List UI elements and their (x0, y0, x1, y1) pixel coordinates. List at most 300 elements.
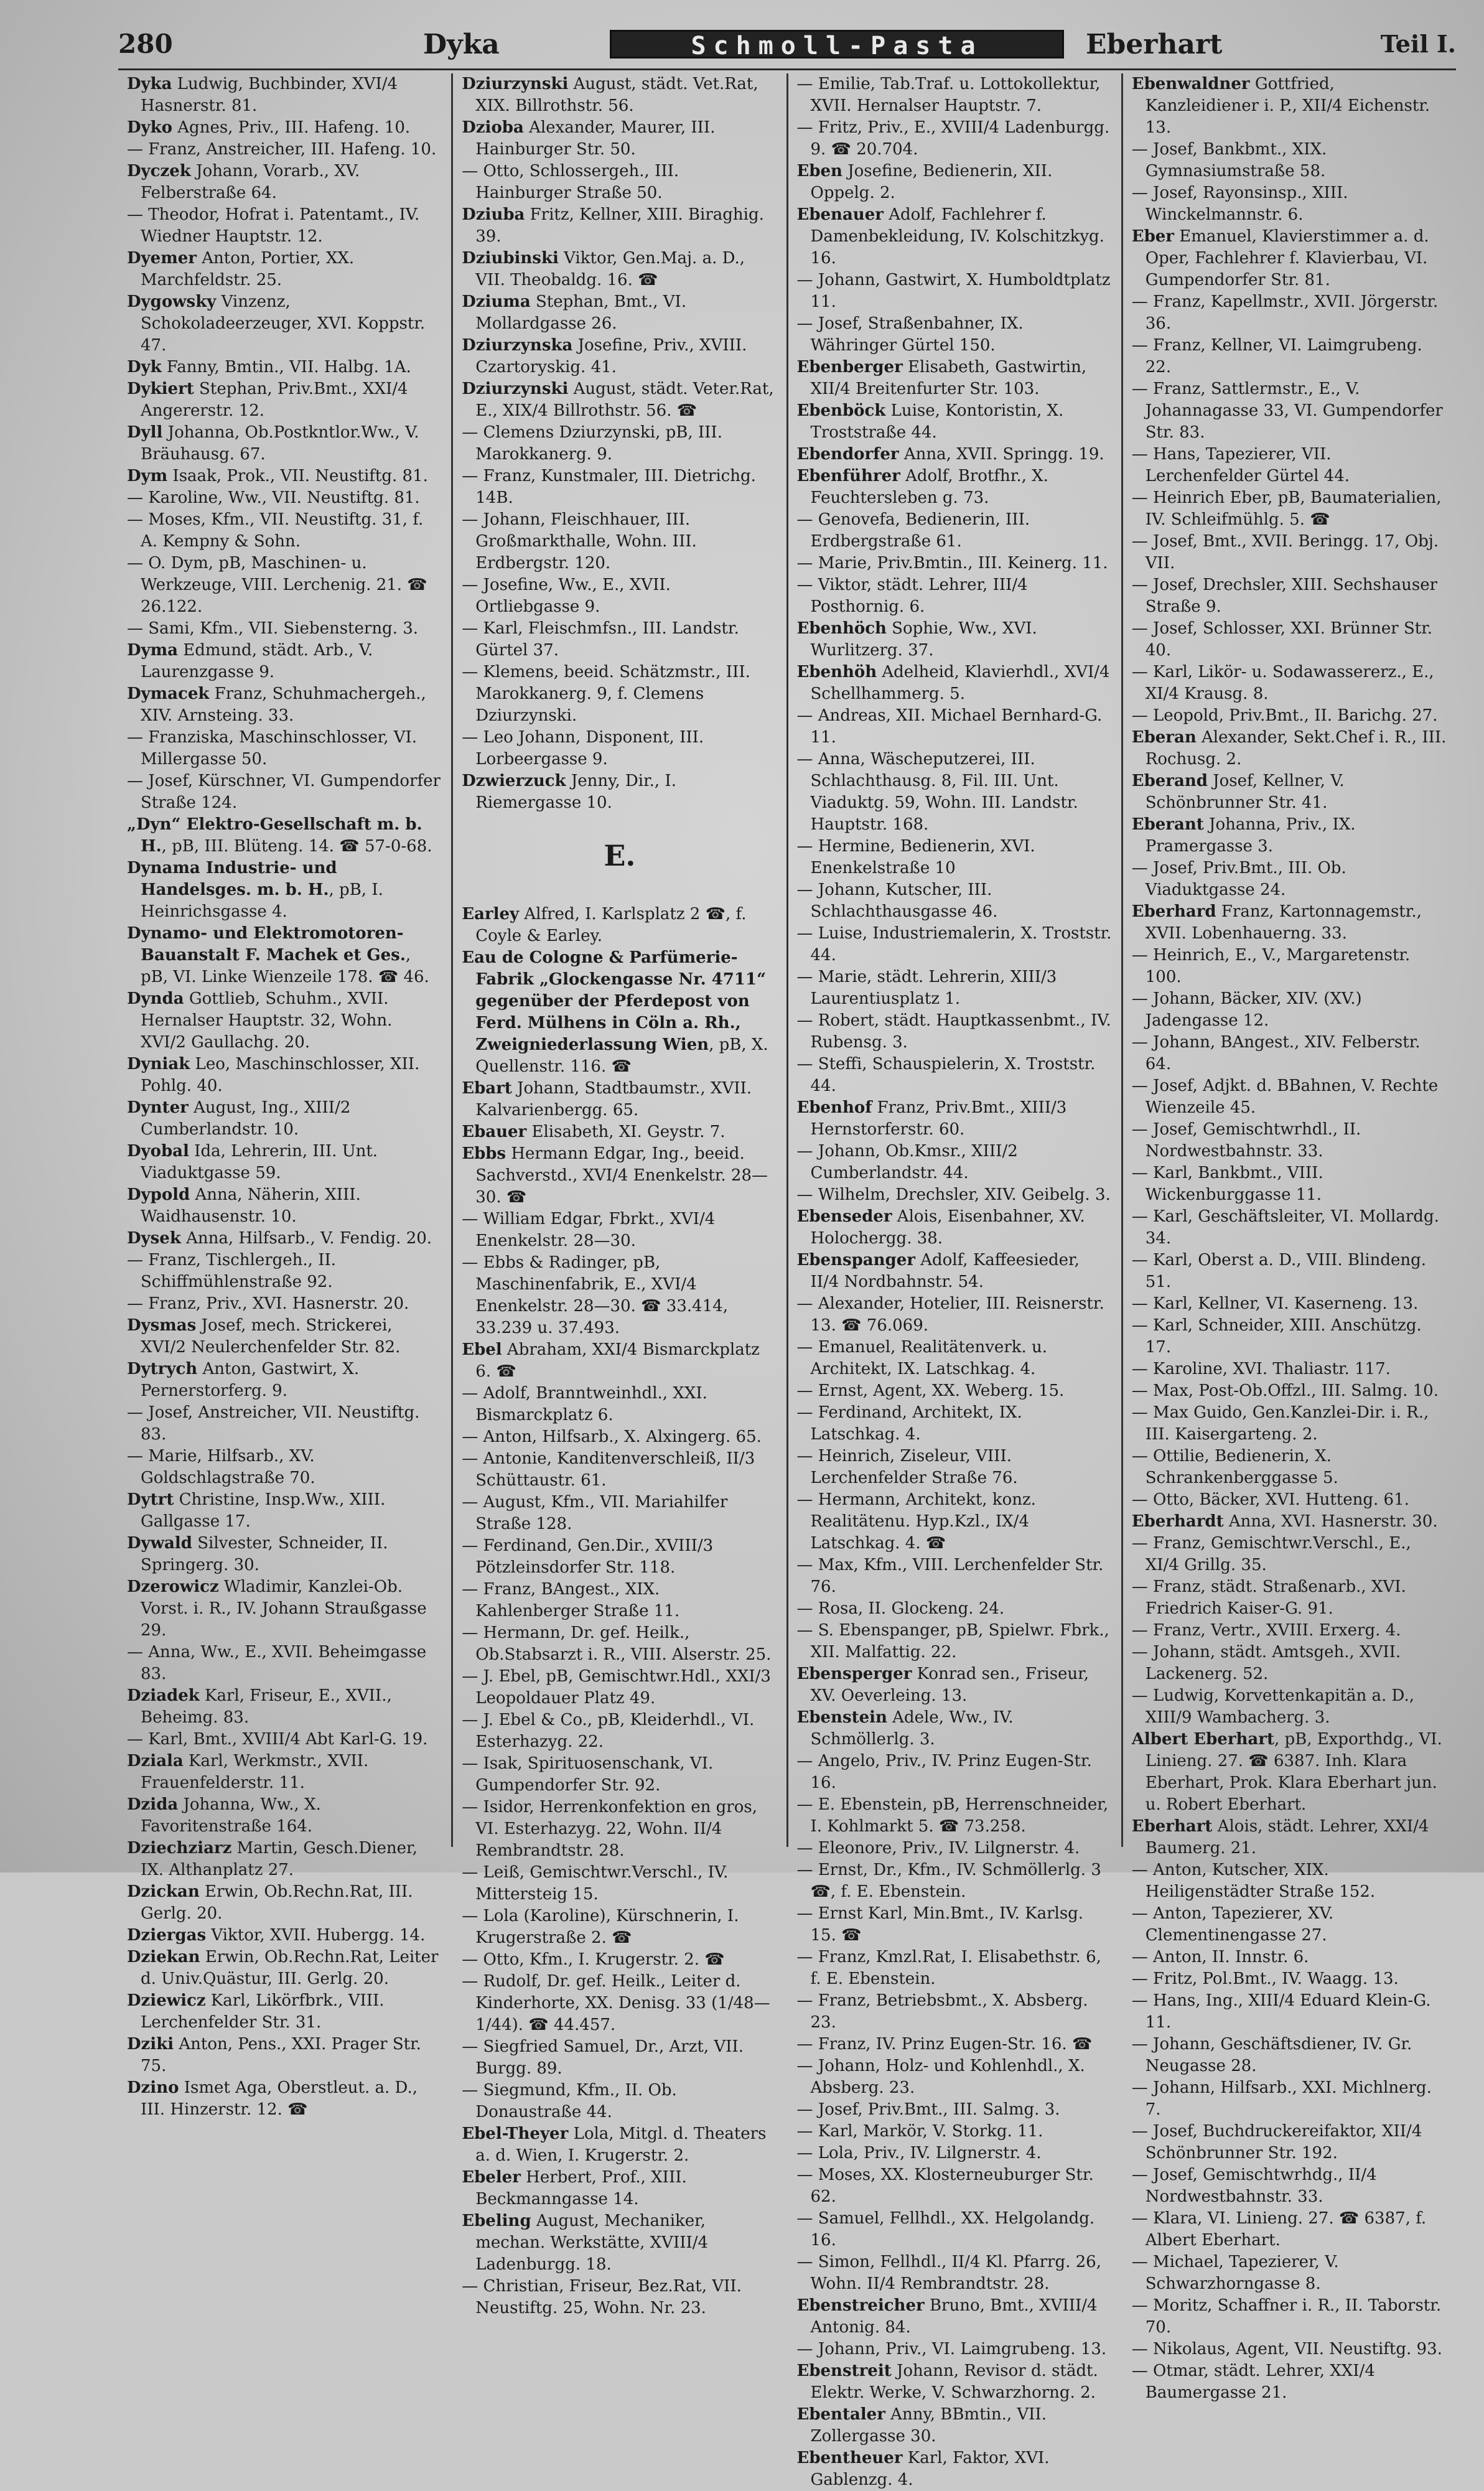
entry-details: — Siegfried Samuel, Dr., Arzt, VII. Burgg. 89. (462, 2037, 744, 2078)
entry-details: Johann, Stadtbaumstr., XVII. Kalvarienbergg. 65. (475, 1079, 752, 1119)
entry-details: Josef, mech. Strickerei, XVI/2 Neulerchenfelder Str. 82. (141, 1316, 401, 1357)
directory-entry (797, 204, 1113, 269)
directory-entry (127, 291, 442, 357)
entry-details: — Moritz, Schaffner i. R., II. Taborstr. 70. (1131, 2296, 1442, 2337)
running-head-right: Eberhart (1086, 29, 1223, 60)
entry-details: — Josef, Anstreicher, VII. Neustiftg. 83. (127, 1403, 420, 1444)
entry-details: — Franz, Kellner, VI. Laimgrubeng. 22. (1131, 336, 1422, 376)
entry-surname: Dyemer (127, 249, 197, 268)
entry-details: — Genovefa, Bedienerin, III. Erdbergstraße 61. (796, 510, 1030, 551)
entry-details: — Clemens Dziurzynski, pB, III. Marokkanerg. 9. (462, 423, 722, 464)
entry-details: — Emilie, Tab.Traf. u. Lottokollektur, XVII. Hernalser Hauptstr. 7. (796, 75, 1101, 115)
entry-surname: Ebeling (462, 2212, 531, 2230)
entry-details: — Anton, II. Innstr. 6. (1131, 1948, 1309, 1966)
entry-details: — Otmar, städt. Lehrer, XXI/4 Baumergasse 21. (1131, 2362, 1375, 2402)
entry-surname: Eber (1131, 227, 1174, 246)
entry-details: — Steffi, Schauspielerin, X. Troststr. 44. (796, 1055, 1096, 1095)
volume-label: Teil I. (1380, 30, 1456, 58)
entry-surname: Dypold (127, 1185, 190, 1204)
entry-details: — Klara, VI. Linieng. 27. ☎ 6387, f. Albert Eberhart. (1131, 2209, 1427, 2250)
directory-entry (797, 1554, 1113, 1598)
entry-details: — Ernst Karl, Min.Bmt., IV. Karlsg. 15. ☎ (796, 1904, 1084, 1945)
directory-entry (1132, 858, 1447, 901)
directory-entry (797, 444, 1113, 465)
entry-details: Gottlieb, Schuhm., XVII. Hernalser Hauptstr. 32, Wohn. XVI/2 Gaullachg. 20. (141, 989, 393, 1052)
directory-entry (127, 988, 442, 1054)
directory-entry (797, 1250, 1113, 1293)
directory-entry (797, 313, 1113, 357)
entry-details: Isaak, Prok., VII. Neustiftg. 81. (167, 467, 428, 485)
entry-surname: Dziurzynski (462, 75, 569, 93)
directory-entry (1132, 2339, 1447, 2360)
entry-details: Ludwig, Buchbinder, XVI/4 Hasnerstr. 81. (141, 75, 398, 115)
entry-surname: Eberhardt (1131, 1512, 1224, 1531)
entry-details: Karl, Werkmstr., XVII. Frauenfelderstr. 11. (141, 1752, 369, 1792)
entry-details: Alexander, Maurer, III. Hainburger Str. 50. (475, 118, 716, 159)
directory-entry (127, 422, 442, 465)
entry-details: — Klemens, beeid. Schätzmstr., III. Marokkanerg. 9, f. Clemens Dziurzynski. (462, 663, 750, 725)
directory-entry (462, 1971, 777, 2036)
directory-entry (797, 269, 1113, 313)
entry-surname: Dyll (127, 423, 163, 442)
entry-details: — Ernst, Dr., Kfm., IV. Schmöllerlg. 3 ☎, f. E. Ebenstein. (796, 1861, 1101, 1901)
directory-entry (127, 1685, 442, 1729)
entry-surname: Earley (462, 905, 520, 923)
entry-details: — Johann, Holz- und Kohlenhdl., X. Absberg. 23. (796, 2057, 1085, 2097)
directory-entry (1132, 2295, 1447, 2339)
entry-details: Edmund, städt. Arb., V. Laurenzgasse 9. (141, 641, 373, 681)
directory-entry (462, 574, 777, 618)
entry-details: — Josef, Adjkt. d. BBahnen, V. Rechte Wienzeile 45. (1131, 1077, 1439, 1117)
entry-surname: Dziergas (127, 1926, 207, 1945)
entry-surname: Ebeler (462, 2168, 521, 2187)
entry-details: — Christian, Friseur, Bez.Rat, VII. Neustiftg. 25, Wohn. Nr. 23. (462, 2277, 742, 2317)
directory-entry (797, 749, 1113, 836)
directory-entry (127, 770, 442, 814)
directory-entry (1132, 1968, 1447, 1990)
entry-surname: Ebenseder (796, 1207, 892, 1226)
entry-surname: Dzida (127, 1795, 179, 1814)
directory-entry (797, 1707, 1113, 1750)
directory-entry (462, 291, 777, 335)
directory-entry (127, 1184, 442, 1228)
directory-entry (797, 2295, 1113, 2339)
directory-entry (462, 117, 777, 161)
directory-entry (797, 2208, 1113, 2251)
directory-entry (462, 2123, 777, 2167)
entry-details: — Simon, Fellhdl., II/4 Kl. Pfarrg. 26, Wohn. II/4 Rembrandtstr. 28. (796, 2253, 1101, 2293)
entry-details: — Fritz, Pol.Bmt., IV. Waagg. 13. (1131, 1970, 1399, 1988)
entry-details: , pB, III. Blüteng. 14. ☎ 57-0-68. (161, 837, 432, 856)
directory-entry (1132, 1685, 1447, 1729)
entry-surname: Dzerowicz (127, 1577, 219, 1596)
entry-details: — Karl, Likör- u. Sodawassererz., E., XI/4 Krausg. 8. (1131, 663, 1434, 703)
entry-surname: Ebenstein (796, 1708, 887, 1727)
entry-surname: Dziubinski (462, 249, 559, 268)
directory-entry (127, 139, 442, 161)
entry-details: Anton, Pens., XXI. Prager Str. 75. (141, 2035, 421, 2075)
directory-entry (127, 683, 442, 727)
entry-details: — Leiß, Gemischtwr.Verschl., IV. Mittersteig 15. (462, 1863, 729, 1904)
entry-details: — Josefine, Ww., E., XVII. Ortliebgasse 9. (462, 576, 671, 616)
directory-entry (462, 1709, 777, 1753)
directory-entry (797, 1598, 1113, 1620)
directory-entry (797, 1337, 1113, 1380)
directory-entry (1132, 1293, 1447, 1315)
entry-details: — Anna, Ww., E., XVII. Beheimgasse 83. (127, 1643, 427, 1683)
directory-entry (1132, 2208, 1447, 2251)
directory-entry (1132, 1859, 1447, 1903)
directory-entry (1132, 2077, 1447, 2121)
entry-surname: Dyczek (127, 162, 191, 180)
directory-entry (797, 1489, 1113, 1554)
column-4 (1123, 73, 1456, 2402)
directory-entry (797, 574, 1113, 618)
directory-entry (127, 487, 442, 509)
entry-details: — Franz, Gemischtwr.Verschl., E., XI/4 Grillg. 35. (1131, 1534, 1411, 1574)
entry-details: Bruno, Bmt., XVIII/4 Antonig. 84. (810, 2296, 1098, 2337)
directory-entry (127, 858, 442, 923)
entry-details: — Marie, Hilfsarb., XV. Goldschlagstraße 70. (127, 1447, 315, 1487)
entry-details: Adolf, Fachlehrer f. Damenbekleidung, IV. Kolschitzkyg. 16. (810, 205, 1104, 268)
directory-entry (1132, 1315, 1447, 1358)
entry-details: — O. Dym, pB, Maschinen- u. Werkzeuge, VIII. Lerchenig. 21. ☎ 26.122. (127, 554, 427, 616)
entry-surname: Dziekan (127, 1948, 200, 1966)
entry-details: Silvester, Schneider, II. Springerg. 30. (141, 1534, 388, 1574)
directory-entry (462, 1339, 777, 1383)
entry-details: — Franz, Tischlergeh., II. Schiffmühlenstraße 92. (127, 1251, 337, 1291)
directory-entry (1132, 2164, 1447, 2208)
entry-surname: Dziurzynski (462, 380, 569, 398)
entry-surname: Dziki (127, 2035, 174, 2054)
directory-entry (127, 2034, 442, 2077)
directory-entry (462, 2210, 777, 2276)
entry-details: Anna, Näherin, XIII. Waidhausenstr. 10. (141, 1185, 361, 1226)
entry-details: Leo, Maschinschlosser, XII. Pohlg. 40. (141, 1055, 420, 1095)
directory-entry (1132, 139, 1447, 182)
entry-details: Alexander, Sekt.Chef i. R., III. Rochusg. 2. (1145, 728, 1447, 769)
entry-details: — Andreas, XII. Michael Bernhard-G. 11. (796, 706, 1103, 747)
directory-entry (462, 1797, 777, 1862)
directory-entry (127, 1293, 442, 1315)
entry-details: — Moses, Kfm., VII. Neustiftg. 31, f. A. Kempny & Sohn. (127, 510, 424, 551)
directory-entry (462, 1492, 777, 1535)
entry-surname: Ebenhof (796, 1098, 872, 1117)
directory-entry (462, 1426, 777, 1448)
entry-surname: Eberan (1131, 728, 1197, 747)
directory-entry (462, 1078, 777, 1121)
directory-entry (127, 357, 442, 378)
directory-entry (1132, 291, 1447, 335)
directory-entry (127, 2077, 442, 2121)
entry-details: — Franz, städt. Straßenarb., XVI. Friedrich Kaiser-G. 91. (1131, 1577, 1406, 1618)
entry-surname: Ebbs (462, 1144, 506, 1163)
directory-entry (797, 553, 1113, 574)
entry-details: — Heinrich Eber, pB, Baumaterialien, IV. Schleifmühlg. 5. ☎ (1131, 488, 1442, 529)
entry-details: Ismet Aga, Oberstleut. a. D., III. Hinzerstr. 12. ☎ (141, 2078, 418, 2119)
entry-details: — Max Guido, Gen.Kanzlei-Dir. i. R., III. Kaisergarteng. 2. (1131, 1403, 1429, 1444)
entry-details: — Heinrich, E., V., Margaretenstr. 100. (1131, 946, 1411, 986)
entry-details: — Hermann, Architekt, konz. Realitätenu. Hyp.Kzl., IX/4 Latschkag. 4. ☎ (796, 1490, 1036, 1553)
directory-entry (797, 1054, 1113, 1097)
entry-surname: Ebenauer (796, 205, 884, 224)
directory-entry (127, 465, 442, 487)
page-header (118, 25, 1456, 70)
entry-surname: Dziechziarz (127, 1839, 232, 1858)
directory-entry (127, 1576, 442, 1642)
directory-entry (462, 1383, 777, 1426)
entry-details: — Josef, Priv.Bmt., III. Salmg. 3. (796, 2100, 1060, 2119)
directory-entry (127, 1250, 442, 1293)
directory-entry (462, 904, 777, 947)
entry-details: Erwin, Ob.Rechn.Rat, Leiter d. Univ.Quästur, III. Gerlg. 20. (141, 1948, 439, 1988)
directory-entry (1132, 661, 1447, 705)
entry-details: — Isak, Spirituosenschank, VI. Gumpendorfer Str. 92. (462, 1754, 714, 1795)
directory-entry (797, 2447, 1113, 2491)
directory-entry (797, 1293, 1113, 1337)
entry-details: — Franz, Priv., XVI. Hasnerstr. 20. (127, 1294, 409, 1313)
entry-details: — Anton, Tapezierer, XV. Clementinengasse 27. (1131, 1904, 1334, 1945)
entry-details: — Otto, Schlossergeh., III. Hainburger Straße 50. (462, 162, 679, 202)
entry-surname: Ebenstreicher (796, 2296, 925, 2315)
entry-details: — Angelo, Priv., IV. Prinz Eugen-Str. 16. (796, 1752, 1092, 1792)
entry-surname: Ebel (462, 1340, 502, 1359)
directory-entry (1132, 1947, 1447, 1968)
entry-details: — J. Ebel & Co., pB, Kleiderhdl., VI. Esterhazyg. 22. (462, 1711, 755, 1751)
entry-details: — Johann, städt. Amtsgeh., XVII. Lackenerg. 52. (1131, 1643, 1401, 1683)
entry-details: — Moses, XX. Klosterneuburger Str. 62. (796, 2166, 1094, 2206)
entry-details: Karl, Faktor, XVI. Gablenzg. 4. (810, 2449, 1050, 2489)
entry-details: Johanna, Priv., IX. Pramergasse 3. (1145, 815, 1356, 856)
entry-details: — Josef, Kürschner, VI. Gumpendorfer Straße 124. (127, 772, 441, 812)
directory-entry (127, 117, 442, 139)
directory-entry (127, 727, 442, 770)
entry-surname: Ebenböck (796, 401, 886, 420)
entry-details: Stephan, Bmt., VI. Mollardgasse 26. (475, 292, 687, 333)
directory-entry (462, 1121, 777, 1143)
directory-entry (462, 2036, 777, 2080)
directory-entry (797, 1947, 1113, 1990)
directory-entry (127, 1990, 442, 2034)
entry-surname: Ebenhöh (796, 663, 877, 681)
entry-surname: „Dyn“ Elektro-Gesellschaft m. b. H. (127, 815, 422, 856)
directory-entry (1132, 226, 1447, 291)
entry-details: — Franz, Kunstmaler, III. Dietrichg. 14B. (462, 467, 756, 507)
directory-entry (797, 1990, 1113, 2034)
directory-entry (797, 2055, 1113, 2099)
directory-entry (127, 1533, 442, 1576)
entry-details: Johann, Vorarb., XV. Felberstraße 64. (141, 162, 360, 202)
entry-details: — Josef, Bmt., XVII. Beringg. 17, Obj. VII. (1131, 532, 1439, 573)
entry-surname: Ebenhöch (796, 619, 887, 638)
entry-details: — Emanuel, Realitätenverk. u. Architekt, IX. Latschkag. 4. (796, 1338, 1048, 1378)
entry-surname: Dynama Industrie- und Handelsges. m. b. H. (127, 859, 337, 899)
entry-details: August, Ing., XIII/2 Cumberlandstr. 10. (141, 1098, 351, 1139)
directory-entry (1132, 770, 1447, 814)
directory-entry (797, 2164, 1113, 2208)
entry-details: — Johann, Ob.Kmsr., XIII/2 Cumberlandstr. 44. (796, 1142, 1018, 1182)
directory-entry (127, 814, 442, 858)
entry-details: — Karl, Bankbmt., VIII. Wickenburggasse 11. (1131, 1164, 1323, 1204)
page-number: 280 (118, 29, 173, 59)
entry-details: — Siegmund, Kfm., II. Ob. Donaustraße 44. (462, 2081, 677, 2121)
directory-entry (1132, 1032, 1447, 1075)
directory-entry (462, 335, 777, 378)
entry-surname: Dziala (127, 1752, 184, 1770)
entry-surname: Dyko (127, 118, 173, 137)
directory-entry (1132, 2034, 1447, 2077)
directory-entry (797, 2099, 1113, 2121)
directory-entry (462, 204, 777, 248)
entry-details: — Nikolaus, Agent, VII. Neustiftg. 93. (1131, 2340, 1442, 2358)
directory-entry (127, 618, 442, 640)
entry-details: — Antonie, Kanditenverschleiß, II/3 Schüttaustr. 61. (462, 1449, 755, 1490)
entry-details: Karl, Friseur, E., XVII., Beheimg. 83. (141, 1686, 392, 1727)
directory-entry (797, 465, 1113, 509)
entry-surname: Dymacek (127, 685, 210, 703)
entry-details: — Franz, Anstreicher, III. Hafeng. 10. (127, 140, 437, 159)
entry-details: Johann, Revisor d. städt. Elektr. Werke, V. Schwarzhorng. 2. (810, 2362, 1098, 2402)
entry-details: Josefine, Bedienerin, XII. Oppelg. 2. (810, 162, 1053, 202)
entry-surname: Eberant (1131, 815, 1204, 834)
directory-entry (1132, 1119, 1447, 1162)
directory-entry (127, 248, 442, 291)
directory-entry (462, 2167, 777, 2210)
directory-entry (462, 1208, 777, 1252)
directory-entry (462, 1448, 777, 1492)
entry-details: Vinzenz, Schokoladeerzeuger, XVI. Koppstr. 47. (141, 292, 426, 355)
directory-entry (1132, 1903, 1447, 1947)
entry-details: Sophie, Ww., XVI. Wurlitzerg. 37. (810, 619, 1037, 660)
entry-details: — Anton, Kutscher, XIX. Heiligenstädter Straße 152. (1131, 1861, 1376, 1901)
entry-surname: Ebenführer (796, 467, 900, 485)
directory-entry (1132, 1380, 1447, 1402)
entry-surname: Dynter (127, 1098, 189, 1117)
directory-entry (462, 770, 777, 814)
entry-details: — Ludwig, Korvettenkapitän a. D., XIII/9 Wambacherg. 3. (1131, 1686, 1414, 1727)
directory-entry (797, 73, 1113, 117)
directory-entry (1132, 1075, 1447, 1119)
directory-entry (127, 1489, 442, 1533)
directory-entry (127, 1358, 442, 1402)
entry-details: — Hans, Ing., XIII/4 Eduard Klein-G. 11. (1131, 1991, 1431, 2032)
directory-entry (1132, 1511, 1447, 1533)
directory-entry (797, 117, 1113, 161)
directory-entry (127, 161, 442, 204)
entry-details: Elisabeth, Gastwirtin, XII/4 Breitenfurter Str. 103. (810, 358, 1087, 398)
directory-entry (127, 1315, 442, 1358)
entry-details: — Josef, Gemischtwrhdg., II/4 Nordwestbahnstr. 33. (1131, 2166, 1377, 2206)
entry-details: Johanna, Ww., X. Favoritenstraße 164. (141, 1795, 321, 1836)
entry-details: — Ferdinand, Gen.Dir., XVIII/3 Pötzleinsdorfer Str. 118. (462, 1536, 714, 1577)
directory-entry (127, 73, 442, 117)
entry-details: — William Edgar, Fbrkt., XVI/4 Enenkelstr. 28—30. (462, 1210, 716, 1250)
entry-details: — Rudolf, Dr. gef. Heilk., Leiter d. Kinderhorte, XX. Denisg. 33 (1/48—1/44). ☎ 44.457. (462, 1972, 770, 2034)
directory-entry (1132, 2251, 1447, 2295)
entry-surname: Ebentaler (796, 2405, 885, 2424)
entry-details: — Josef, Bankbmt., XIX. Gymnasiumstraße 58. (1131, 140, 1327, 180)
section-letter: E. (604, 839, 636, 872)
entry-details: Fanny, Bmtin., VII. Halbg. 1A. (161, 358, 411, 376)
directory-entry (797, 1794, 1113, 1838)
entry-details: — Karl, Bmt., XVIII/4 Abt Karl-G. 19. (127, 1730, 428, 1749)
entry-surname: Dziuba (462, 205, 525, 224)
entry-details: Josefine, Priv., XVIII. Czartoryskig. 41. (475, 336, 747, 376)
entry-details: — Theodor, Hofrat i. Patentamt., IV. Wiedner Hauptstr. 12. (127, 205, 420, 246)
directory-entry (797, 1663, 1113, 1707)
entry-details: Emanuel, Klavierstimmer a. d. Oper, Fachlehrer f. Klavierbau, VI. Gumpendorfer Str. 81. (1145, 227, 1429, 289)
entry-surname: Dzioba (462, 118, 524, 137)
entry-details: — Franziska, Maschinschlosser, VI. Millergasse 50. (127, 728, 418, 769)
directory-entry (1132, 574, 1447, 618)
entry-surname: Ebentheuer (796, 2449, 903, 2467)
directory-entry (127, 1838, 442, 1881)
entry-details: — Johann, BAngest., XIV. Felberstr. 64. (1131, 1033, 1421, 1073)
directory-entry (1132, 1533, 1447, 1576)
entry-details: Alois, Eisenbahner, XV. Holochergg. 38. (810, 1207, 1085, 1248)
directory-entry (797, 2251, 1113, 2295)
entry-details: Anton, Gastwirt, X. Pernerstorferg. 9. (141, 1360, 360, 1400)
entry-surname: Dyka (127, 75, 172, 93)
entry-details: Alfred, I. Karlsplatz 2 ☎, f. Coyle & Earley. (475, 905, 747, 945)
entry-surname: Dynamo- und Elektromotoren-Bauanstalt F. Machek et Ges. (127, 924, 406, 965)
directory-entry (462, 422, 777, 465)
entry-surname: Dykiert (127, 380, 194, 398)
directory-entry (462, 1753, 777, 1797)
directory-entry (462, 1143, 777, 1208)
entry-details: — Leo Johann, Disponent, III. Lorbeergasse 9. (462, 728, 704, 769)
directory-entry (797, 2360, 1113, 2404)
directory-entry (797, 1402, 1113, 1446)
directory-entry (127, 1881, 442, 1925)
entry-details: Abraham, XXI/4 Bismarckplatz 6. ☎ (475, 1340, 760, 1381)
directory-entry (797, 509, 1113, 553)
directory-entry (1132, 618, 1447, 661)
entry-details: , pB, X. Quellenstr. 116. ☎ (475, 1035, 768, 1076)
entry-surname: Dziewicz (127, 1991, 206, 2010)
entry-details: — Fritz, Priv., E., XVIII/4 Ladenburgg. 9. ☎ 20.704. (796, 118, 1110, 159)
entry-details: — Ferdinand, Architekt, IX. Latschkag. 4. (796, 1403, 1022, 1444)
directory-entry (797, 1903, 1113, 1947)
entry-details: — Johann, Priv., VI. Laimgrubeng. 13. (796, 2340, 1107, 2358)
entry-details: — Franz, BAngest., XIX. Kahlenberger Straße 11. (462, 1580, 680, 1620)
entry-surname: Dziuma (462, 292, 531, 311)
entry-surname: Dysek (127, 1229, 181, 1248)
entry-details: — Luise, Industriemalerin, X. Troststr. 44. (796, 924, 1112, 965)
directory-entry (1132, 1402, 1447, 1446)
directory-entry (1132, 444, 1447, 487)
entry-surname: Dym (127, 467, 168, 485)
entry-details: — Karl, Fleischmfsn., III. Landstr. Gürtel 37. (462, 619, 739, 660)
entry-details: Anny, BBmtin., VII. Zollergasse 30. (810, 2405, 1047, 2446)
entry-surname: Dzino (127, 2078, 179, 2097)
entry-details: — Hermann, Dr. gef. Heilk., Ob.Stabsarzt i. R., VIII. Alserstr. 25. (462, 1624, 772, 1664)
directory-entry (127, 553, 442, 618)
directory-entry (1132, 727, 1447, 770)
directory-entry (462, 1252, 777, 1339)
directory-entry (127, 640, 442, 683)
entry-details: — Franz, Sattlermstr., E., V. Johannagasse 33, VI. Gumpendorfer Str. 83. (1131, 380, 1443, 442)
directory-entry (797, 357, 1113, 400)
entry-surname: Dyma (127, 641, 179, 660)
entry-details: — Viktor, städt. Lehrer, III/4 Posthornig. 6. (796, 576, 1028, 616)
entry-details: Josef, Kellner, V. Schönbrunner Str. 41. (1145, 772, 1345, 812)
entry-surname: Ebauer (462, 1123, 527, 1141)
directory-entry (1132, 1358, 1447, 1380)
directory-entry (462, 161, 777, 204)
directory-entry (797, 1206, 1113, 1250)
entry-details: Erwin, Ob.Rechn.Rat, III. Gerlg. 20. (141, 1882, 413, 1923)
